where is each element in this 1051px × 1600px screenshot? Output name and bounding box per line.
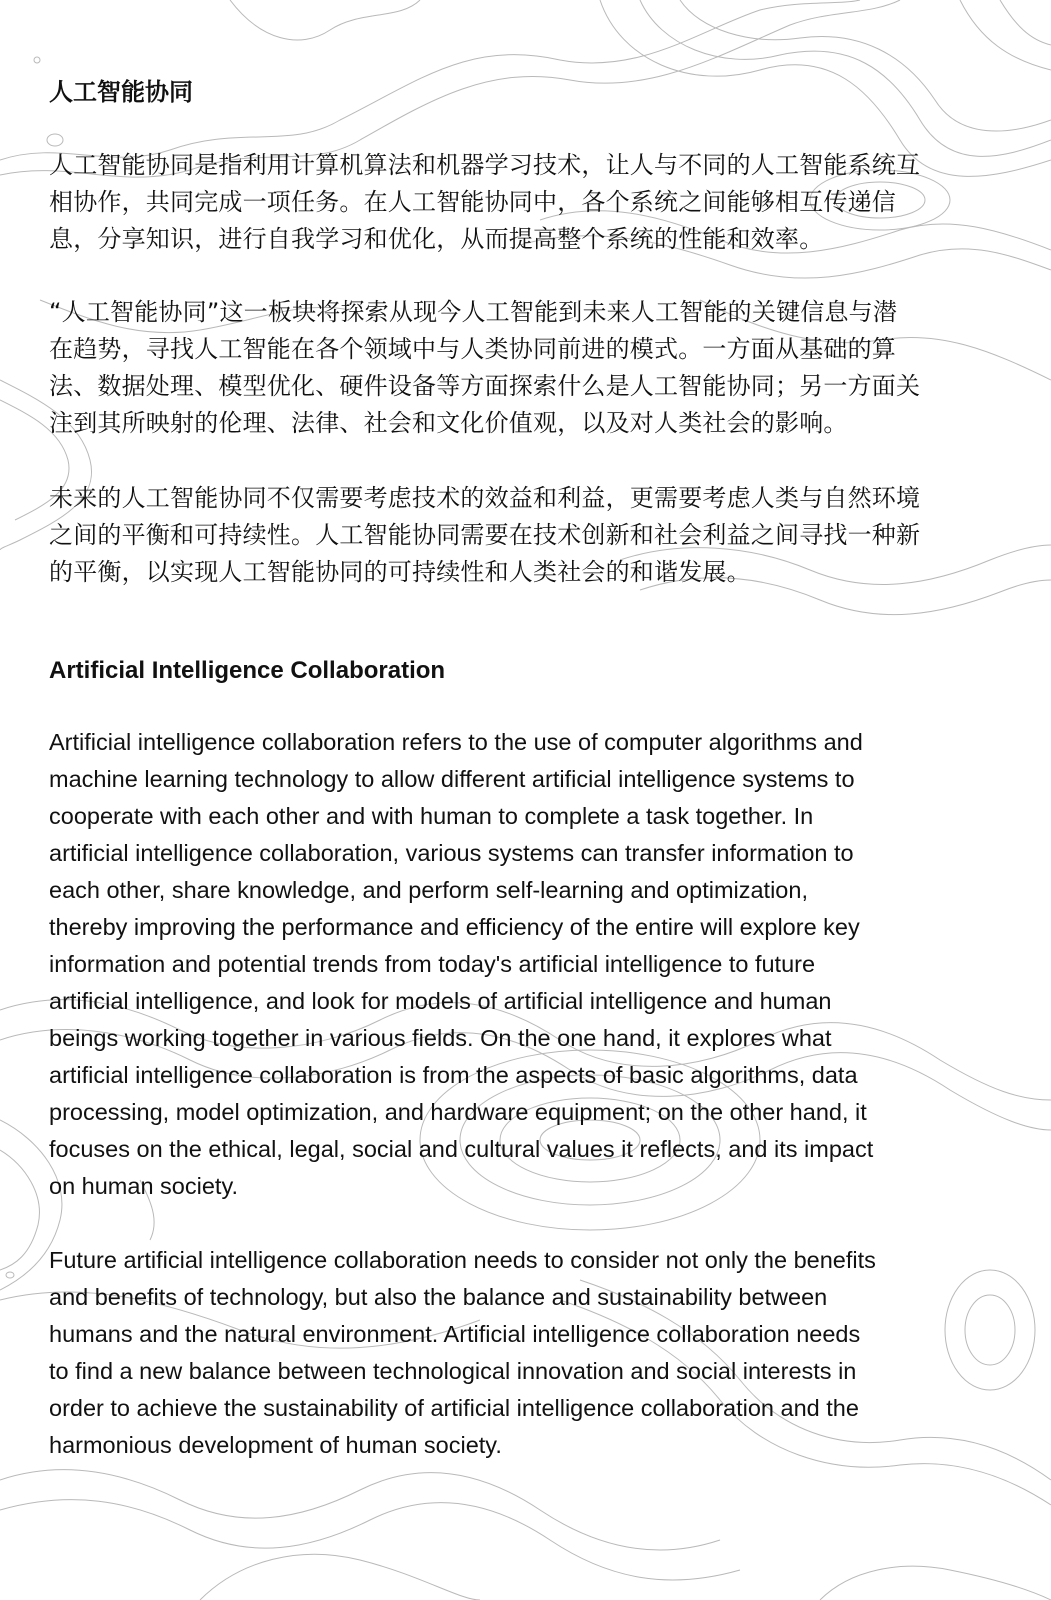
text-line: humans and the natural environment. Artificial intelligence collaboration needs <box>49 1321 861 1347</box>
text-line: and benefits of technology, but also the balance and sustainability between <box>49 1284 828 1310</box>
text-line: Artificial intelligence collaboration refers to the use of computer algorithms and <box>49 729 863 755</box>
text-line: artificial intelligence collaboration, various systems can transfer information to <box>49 840 854 866</box>
text-line: harmonious development of human society. <box>49 1432 502 1458</box>
text-line: machine learning technology to allow different artificial intelligence systems to <box>49 766 855 792</box>
chinese-section-title: 人工智能协同 <box>49 78 193 106</box>
text-line: 注到其所映射的伦理、法律、社会和文化价值观，以及对人类社会的影响。 <box>49 409 848 437</box>
text-line: processing, model optimization, and hardware equipment; on the other hand, it <box>49 1099 867 1125</box>
text-line: to find a new balance between technological innovation and social interests in <box>49 1358 857 1384</box>
chinese-paragraph-2 <box>49 294 989 442</box>
text-line: on human society. <box>49 1173 238 1199</box>
text-line: “人工智能协同”这一板块将探索从现今人工智能到未来人工智能的关键信息与潜 <box>49 298 898 326</box>
text-line: 人工智能协同是指利用计算机算法和机器学习技术，让人与不同的人工智能系统互 <box>49 151 921 179</box>
text-line: 之间的平衡和可持续性。人工智能协同需要在技术创新和社会利益之间寻找一种新 <box>49 521 921 549</box>
english-paragraph-1 <box>49 724 989 1205</box>
text-line: Future artificial intelligence collaboration needs to consider not only the benefits <box>49 1247 876 1273</box>
text-line: 法、数据处理、模型优化、硬件设备等方面探索什么是人工智能协同；另一方面关 <box>49 372 921 400</box>
text-line: cooperate with each other and with human to complete a task together. In <box>49 803 814 829</box>
text-line: thereby improving the performance and efficiency of the entire will explore key <box>49 914 860 940</box>
text-line: each other, share knowledge, and perform self-learning and optimization, <box>49 877 808 903</box>
chinese-paragraph-1 <box>49 147 989 258</box>
text-line: 未来的人工智能协同不仅需要考虑技术的效益和利益，更需要考虑人类与自然环境 <box>49 484 921 512</box>
text-line: focuses on the ethical, legal, social and cultural values it reflects, and its impact <box>49 1136 874 1162</box>
text-line: artificial intelligence collaboration is from the aspects of basic algorithms, data <box>49 1062 858 1088</box>
text-line: information and potential trends from today's artificial intelligence to future <box>49 951 816 977</box>
english-paragraph-2 <box>49 1242 989 1464</box>
text-line: artificial intelligence, and look for models of artificial intelligence and human <box>49 988 832 1014</box>
english-section-title: Artificial Intelligence Collaboration <box>49 657 446 684</box>
text-line: 的平衡，以实现人工智能协同的可持续性和人类社会的和谐发展。 <box>49 558 751 586</box>
text-line: 在趋势，寻找人工智能在各个领域中与人类协同前进的模式。一方面从基础的算 <box>49 335 896 363</box>
chinese-paragraph-3 <box>49 480 989 591</box>
text-line: 息，分享知识，进行自我学习和优化，从而提高整个系统的性能和效率。 <box>49 225 824 253</box>
text-line: 相协作，共同完成一项任务。在人工智能协同中，各个系统之间能够相互传递信 <box>49 188 896 216</box>
text-line: beings working together in various fields. On the one hand, it explores what <box>49 1025 832 1051</box>
text-line: order to achieve the sustainability of artificial intelligence collaboration and the <box>49 1395 859 1421</box>
